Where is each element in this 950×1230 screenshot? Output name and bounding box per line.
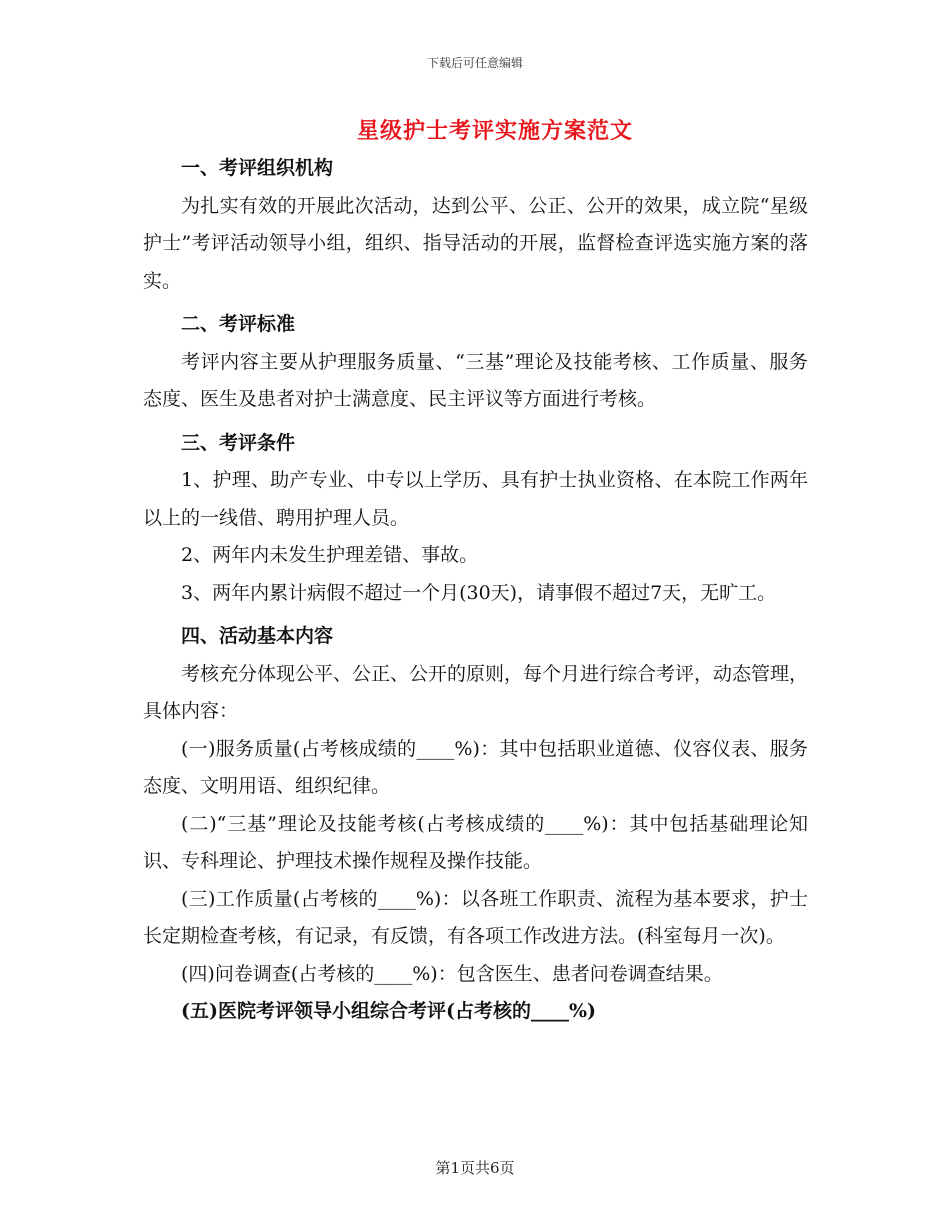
- header-note: 下载后可任意编辑: [426, 56, 523, 70]
- section-2-paragraph: 考评内容主要从护理服务质量、“三基”理论及技能考核、工作质量、服务态度、医生及患者对护士满意度、民主评议等方面进行考核。: [143, 350, 808, 410]
- section-1-heading: 一、考评组织机构: [181, 157, 334, 179]
- section-4-heading: 四、活动基本内容: [181, 625, 334, 647]
- section-1-paragraph: 为扎实有效的开展此次活动，达到公平、公正、公开的效果，成立院“星级护士”考评活动领导小组，组织、指导活动的开展，监督检查评选实施方案的落实。: [143, 194, 808, 292]
- section-3-item-2: 2、两年内未发生护理差错、事故。: [181, 544, 479, 566]
- section-2-heading: 二、考评标准: [181, 313, 296, 335]
- section-4-intro: 考核充分体现公平、公正、公开的原则，每个月进行综合考评，动态管理，具体内容：: [143, 662, 809, 722]
- section-4-item-3: (三)工作质量(占考核的____%)：以各班工作职责、流程为基本要求，护士长定期检查考核，有记录，有反馈，有各项工作改进方法。(科室每月一次)。: [143, 887, 808, 947]
- section-4-item-5: (五)医院考评领导小组综合考评(占考核的____%): [181, 1000, 597, 1022]
- section-3-heading: 三、考评条件: [181, 431, 296, 454]
- section-4-item-4: (四)问卷调查(占考核的____%)：包含医生、患者问卷调查结果。: [181, 962, 723, 985]
- document-title: 星级护士考评实施方案范文: [356, 118, 633, 144]
- section-4-item-1: (一)服务质量(占考核成绩的____%)：其中包括职业道德、仪容仪表、服务态度、文明用语、组织纪律。: [143, 737, 808, 797]
- page-footer: 第1页共6页: [435, 1159, 515, 1177]
- section-3-item-1: 1、护理、助产专业、中专以上学历、具有护士执业资格、在本院工作两年以上的一线借、聘用护理人员。: [143, 469, 808, 529]
- document-body: [143, 150, 808, 1031]
- section-3-item-3: 3、两年内累计病假不超过一个月(30天)，请事假不超过7天，无旷工。: [181, 581, 777, 604]
- section-4-item-2: (二)“三基”理论及技能考核(占考核成绩的____%)：其中包括基础理论知识、专科理论、护理技术操作规程及操作技能。: [143, 812, 808, 872]
